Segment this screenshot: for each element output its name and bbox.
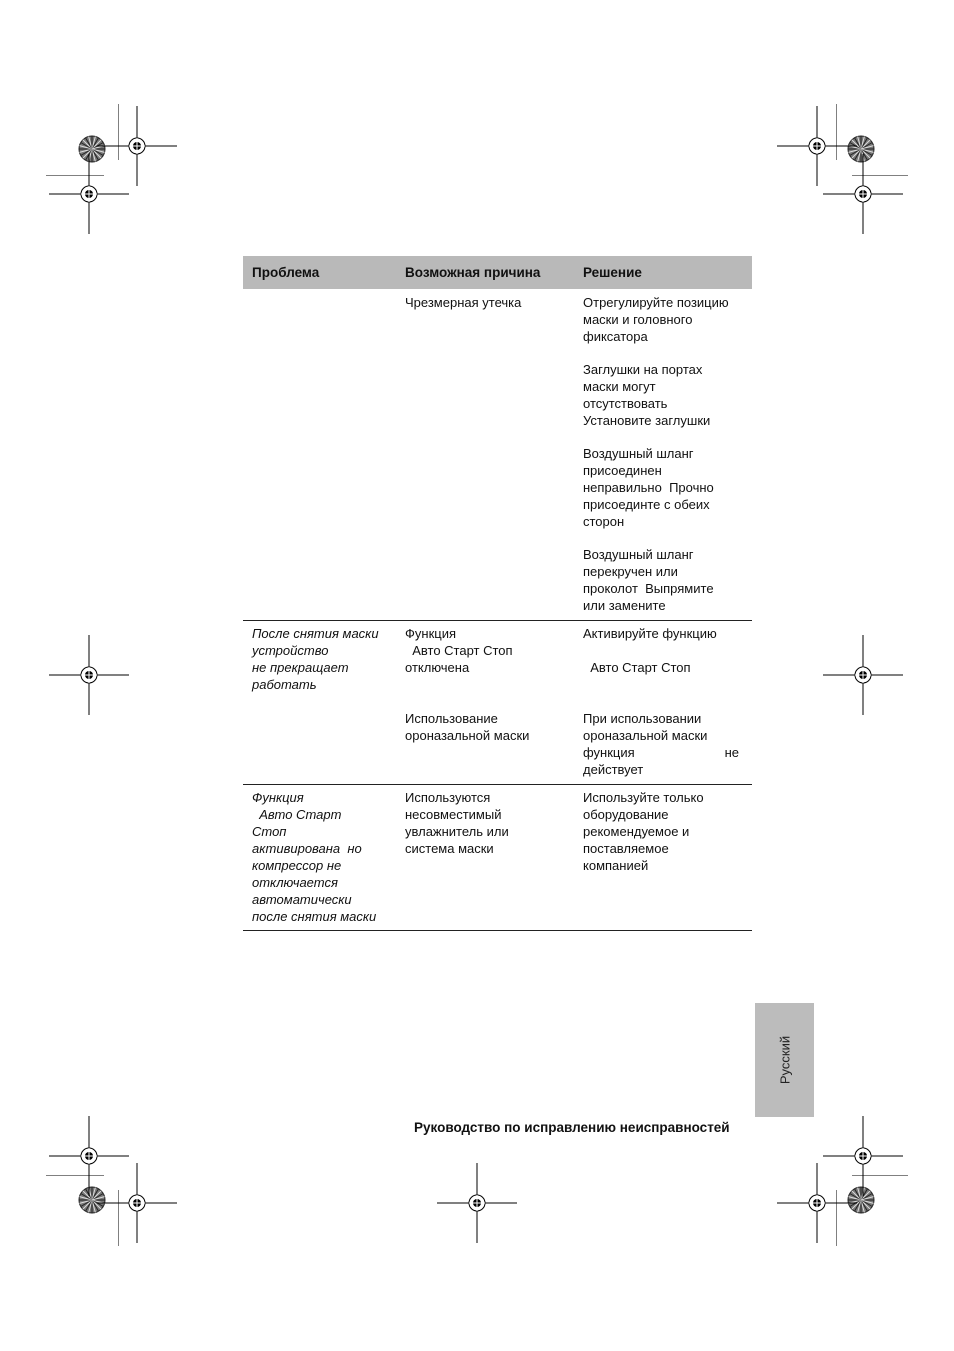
text-line: Активируйте функцию	[583, 626, 717, 641]
solution-block	[583, 361, 743, 429]
crop-line	[852, 1175, 909, 1176]
crop-line	[852, 175, 909, 176]
text-line: отключается	[252, 875, 338, 890]
solution-oronasal-note	[583, 710, 739, 778]
crop-line	[118, 1190, 119, 1247]
text-line: несовместимый	[405, 807, 502, 822]
text-line: поставляемое	[583, 841, 669, 856]
text-line: Заглушки на портах	[583, 362, 703, 377]
cause-autostart-off	[405, 625, 575, 676]
solution-block	[583, 294, 743, 345]
text-line: Авто Старт Стоп	[583, 660, 691, 675]
language-tab-label: Русский	[777, 1035, 792, 1085]
crop-line	[836, 1190, 837, 1247]
text-line: работать	[252, 677, 317, 692]
crop-line	[118, 104, 119, 161]
crosshair-icon	[49, 154, 129, 234]
text-line: Стоп	[252, 824, 287, 839]
text-line: При использовании	[583, 711, 702, 726]
text-line: неправильно Прочно	[583, 480, 714, 495]
crosshair-icon	[823, 635, 903, 715]
text-line	[583, 642, 743, 659]
text-line: фиксатора	[583, 329, 648, 344]
table-row	[243, 785, 752, 931]
solution-cell	[583, 789, 743, 874]
text-line: рекомендуемое и	[583, 824, 690, 839]
solution-block	[583, 445, 743, 530]
solution-activate-function	[583, 625, 743, 676]
problem-cell	[252, 625, 397, 693]
troubleshooting-table	[243, 256, 752, 931]
text-line: Отрегулируйте позицию	[583, 295, 729, 310]
text-line: присоединен	[583, 463, 662, 478]
table-row	[243, 621, 752, 785]
text-line: Использование	[405, 711, 498, 726]
crop-line	[46, 175, 105, 176]
text-line: Авто Старт Стоп	[405, 643, 513, 658]
text-line: компрессор не	[252, 858, 342, 873]
text-line: присоединте с обеих	[583, 497, 710, 512]
text-line: система маски	[405, 841, 494, 856]
text-line: перекручен или	[583, 564, 678, 579]
language-tab	[755, 1003, 814, 1117]
text-line: маски и головного	[583, 312, 693, 327]
text-line: или замените	[583, 598, 666, 613]
header-problem: Проблема	[252, 265, 320, 280]
text-line: Используйте только	[583, 790, 704, 805]
solution-tail-word: не	[724, 745, 739, 760]
cause-cell	[405, 625, 575, 743]
crop-line	[46, 1175, 105, 1176]
text-line: Функция	[252, 790, 304, 805]
text-line: После снятия маски	[252, 626, 379, 641]
text-line: автоматически	[252, 892, 352, 907]
text-line: ороназальной маски	[583, 728, 708, 743]
text-line: увлажнитель или	[405, 824, 509, 839]
text-line: отключена	[405, 660, 470, 675]
text-line: функция	[583, 745, 635, 760]
text-line: Установите заглушки	[583, 413, 711, 428]
solution-cell	[583, 294, 743, 614]
cause-cell	[405, 294, 575, 311]
text-line: после снятия маски	[252, 909, 377, 924]
crosshair-icon	[437, 1163, 517, 1243]
text-line: Функция	[405, 626, 456, 641]
table-header	[243, 256, 752, 289]
text-line: Используются	[405, 790, 491, 805]
crosshair-icon	[823, 1116, 903, 1196]
solution-block	[583, 546, 743, 614]
text-line: компанией	[583, 858, 649, 873]
text-line: действует	[583, 762, 644, 777]
text-line: оборудование	[583, 807, 669, 822]
text-line: активирована но	[252, 841, 362, 856]
text-line: проколот Выпрямите	[583, 581, 714, 596]
header-solution: Решение	[583, 265, 642, 280]
header-cause: Возможная причина	[405, 265, 541, 280]
text-line: Воздушный шланг	[583, 547, 694, 562]
text-line: отсутствовать	[583, 396, 668, 411]
text-line: Чрезмерная утечка	[405, 295, 522, 310]
crop-line	[836, 104, 837, 161]
table-row	[243, 289, 752, 621]
text-line: маски могут	[583, 379, 656, 394]
crosshair-icon	[823, 154, 903, 234]
text-line: Воздушный шланг	[583, 446, 694, 461]
crosshair-icon	[49, 1116, 129, 1196]
text-line: сторон	[583, 514, 625, 529]
problem-cell	[252, 789, 397, 925]
cause-oronasal-mask	[405, 710, 529, 744]
cause-cell	[405, 789, 575, 857]
solution-cell	[583, 625, 743, 777]
crosshair-icon	[49, 635, 129, 715]
text-line: не прекращает	[252, 660, 349, 675]
text-line: устройство	[252, 643, 329, 658]
text-line: Авто Старт	[252, 807, 342, 822]
section-title: Руководство по исправлению неисправностей	[414, 1120, 730, 1135]
text-line: ороназальной маски	[405, 728, 530, 743]
